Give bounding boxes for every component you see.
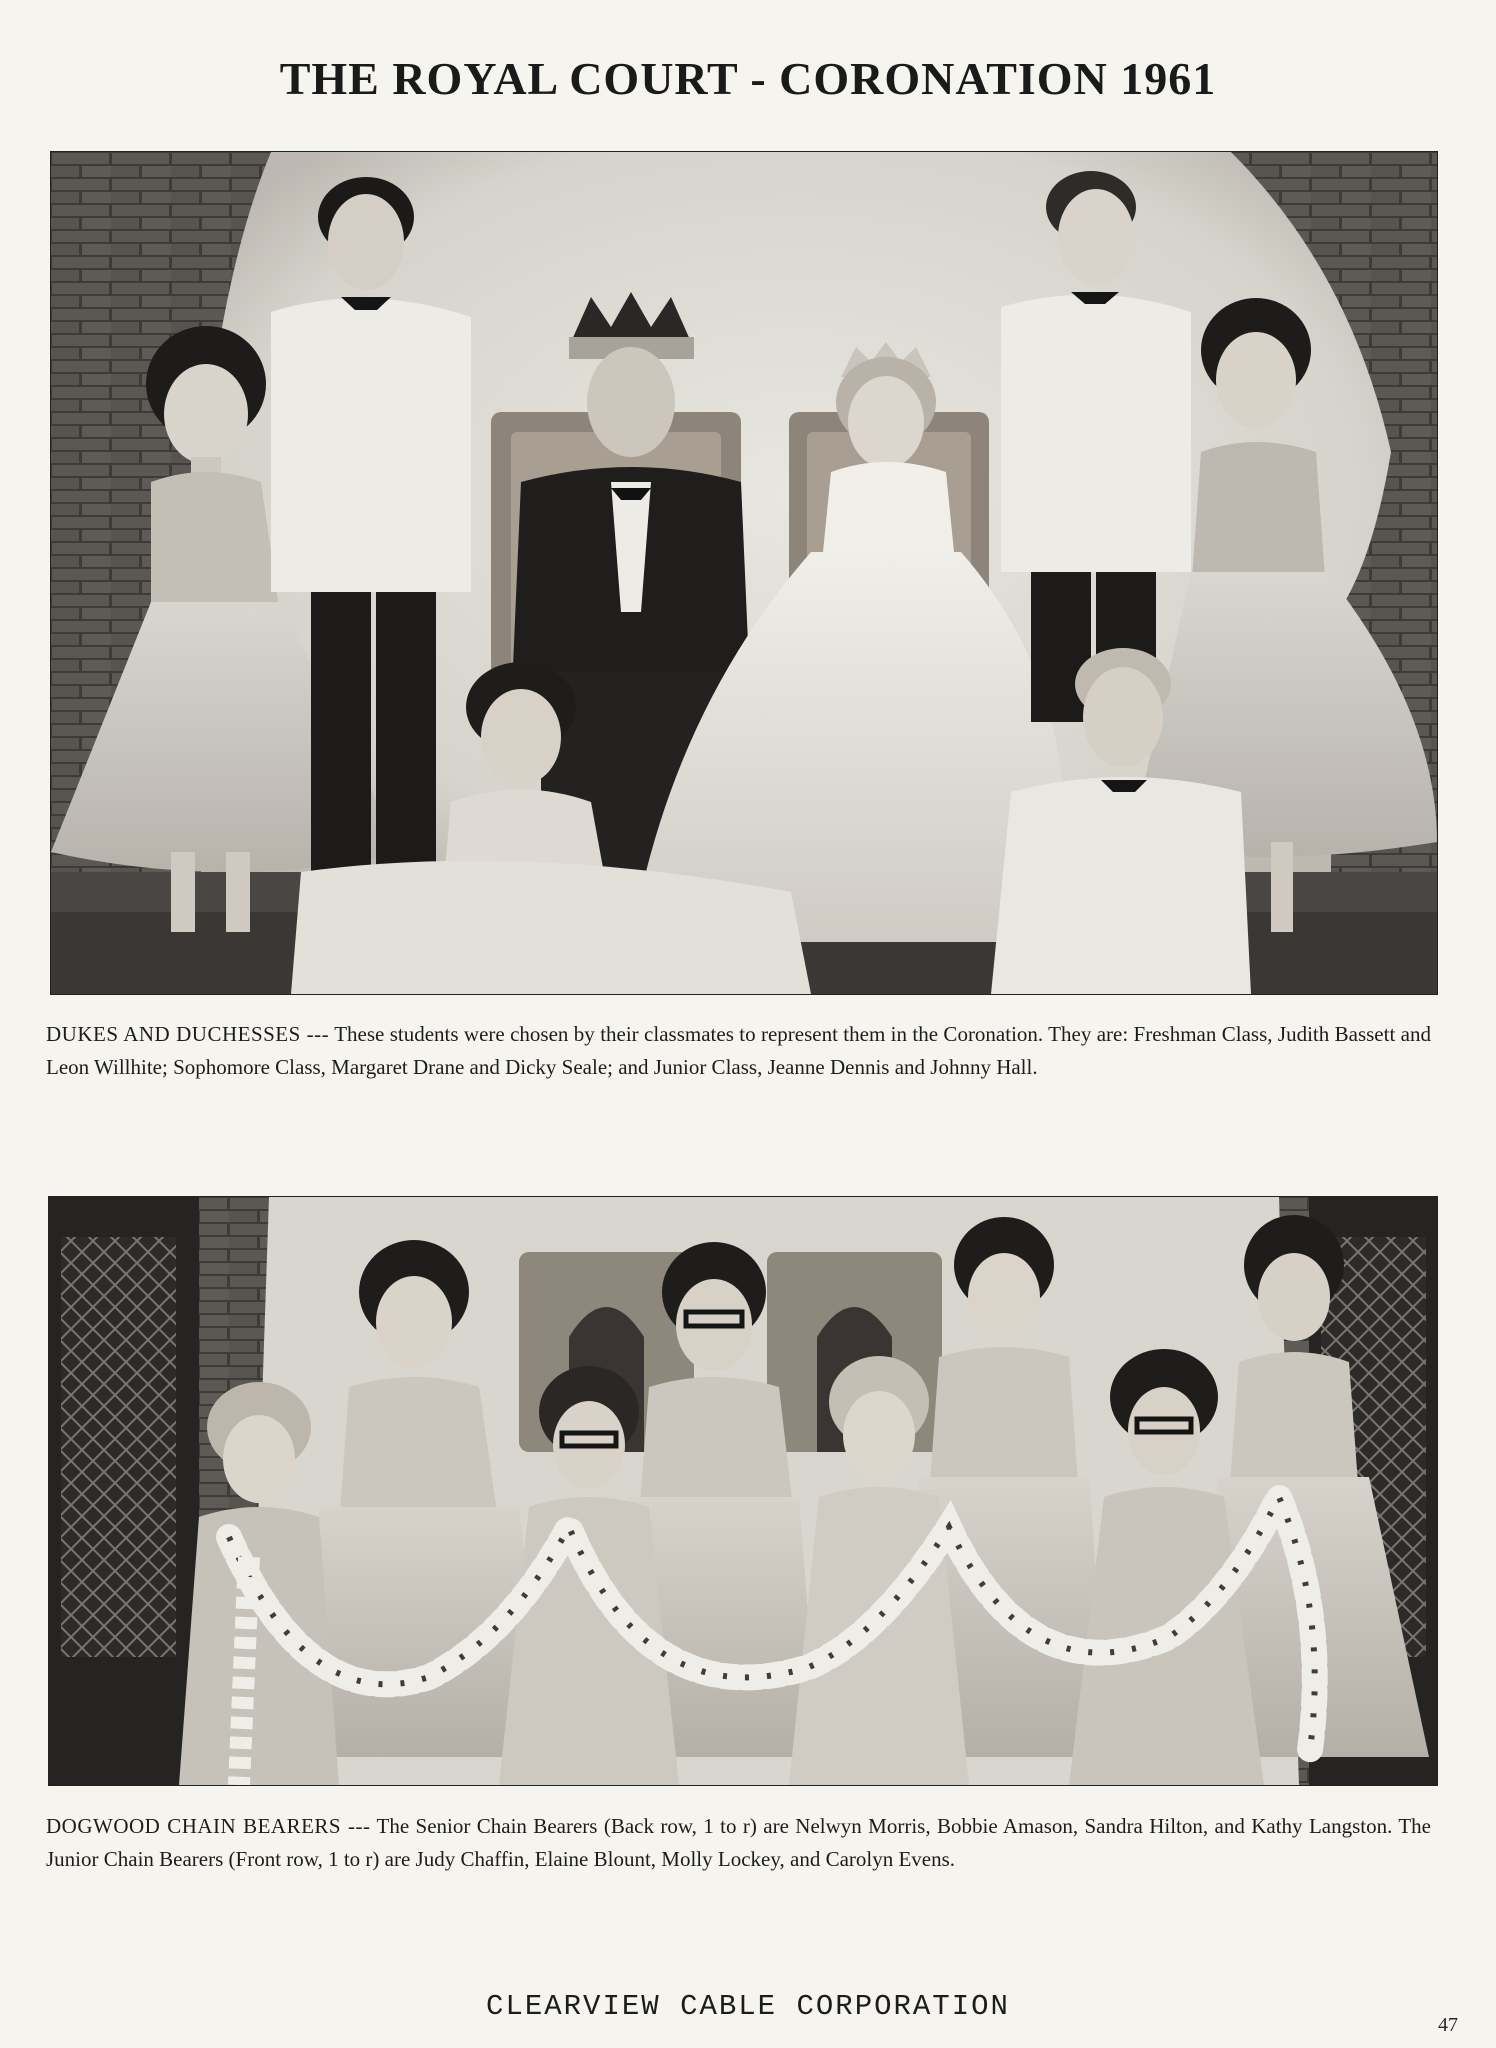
chain-bearers-caption-body: The Senior Chain Bearers (Back row, 1 to r) are Nelwyn Morris, Bobbie Amason, Sandra Hilton, and Kathy Langston. The Junior Chain Bearers (Front row, 1 to r) are Judy Chaffin, Elaine Blount, Molly Lockey, and Carolyn Evens. (46, 1814, 1432, 1871)
page-title: THE ROYAL COURT - CORONATION 1961 (279, 53, 1217, 104)
royal-court-photo (50, 151, 1438, 995)
footer-sponsor: CLEARVIEW CABLE CORPORATION (486, 1990, 1010, 2023)
page-number: 47 (1438, 2014, 1458, 2036)
dukes-caption-body: These students were chosen by their classmates to represent them in the Coronation. They are: Freshman Class, Judith Bassett and Leon Willhite; Sophomore Class, Margaret Drane and Dicky Seale; and Junior Class, Jeanne Dennis and Johnny Hall. (46, 1022, 1431, 1079)
dukes-caption (46, 1018, 1431, 1084)
chain-bearers-caption (46, 1810, 1431, 1876)
chain-bearers-caption-heading: DOGWOOD CHAIN BEARERS --- (46, 1814, 371, 1838)
chain-bearers-photo (48, 1196, 1438, 1786)
dukes-caption-heading: DUKES AND DUCHESSES --- (46, 1022, 330, 1046)
